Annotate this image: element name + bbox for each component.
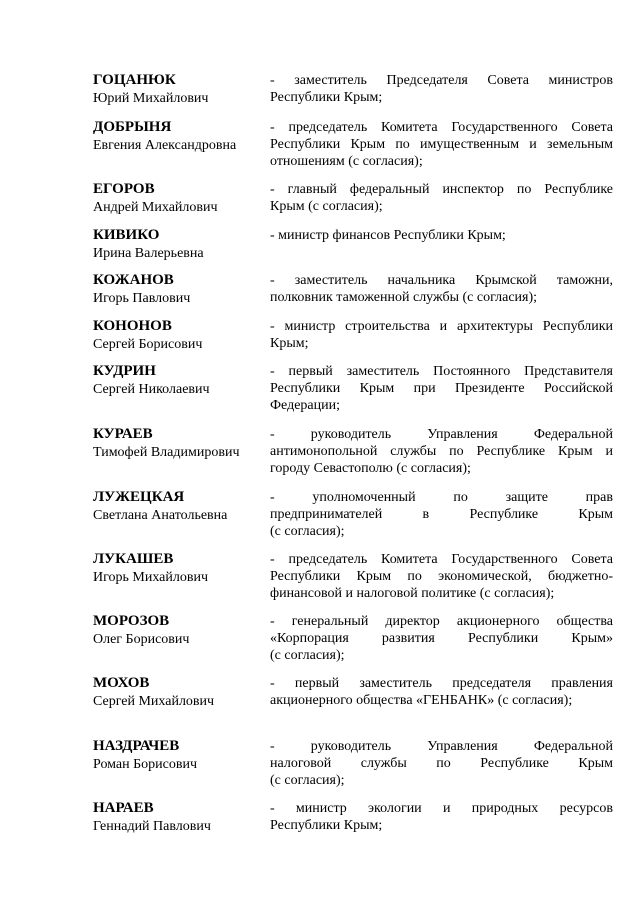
member-given-names: Светлана Анатольевна [93, 508, 228, 523]
position-line: (с согласия); [270, 524, 345, 539]
member-surname: ЛУЖЕЦКАЯ [93, 489, 185, 505]
member-surname: МОРОЗОВ [93, 613, 170, 629]
member-surname: ДОБРЫНЯ [93, 119, 172, 135]
position-line: - первый заместитель Постоянного Представителя [270, 364, 613, 379]
position-line: налоговой службы по Республике Крым [270, 756, 613, 771]
member-surname: ЛУКАШЕВ [93, 551, 174, 567]
position-line: отношениям (с согласия); [270, 154, 423, 169]
position-line: «Корпорация развития Республики Крым» [270, 631, 613, 646]
member-given-names: Олег Борисович [93, 632, 190, 647]
member-surname: НАРАЕВ [93, 800, 154, 816]
position-line: - генеральный директор акционерного общества [270, 614, 613, 629]
member-surname: КИВИКО [93, 227, 160, 243]
member-surname: КОНОНОВ [93, 318, 172, 334]
member-surname: МОХОВ [93, 675, 150, 691]
position-line: - главный федеральный инспектор по Республике [270, 182, 613, 197]
position-line: Республики Крым; [270, 818, 383, 833]
member-surname: КОЖАНОВ [93, 272, 174, 288]
position-line: предпринимателей в Республике Крым [270, 507, 613, 522]
position-line: - министр экологии и природных ресурсов [270, 801, 613, 816]
position-line: (с согласия); [270, 773, 345, 788]
member-surname: ЕГОРОВ [93, 181, 155, 197]
position-line: антимонопольной службы по Республике Крым и [270, 444, 613, 459]
position-line: - председатель Комитета Государственного Совета [270, 552, 613, 567]
position-line: Республики Крым по экономической, бюджетно- [270, 569, 613, 584]
member-given-names: Сергей Михайлович [93, 694, 215, 709]
position-line: Федерации; [270, 398, 341, 413]
position-line: - заместитель начальника Крымской таможни, [270, 273, 613, 288]
member-position [270, 738, 613, 789]
member-given-names: Роман Борисович [93, 757, 198, 772]
member-position [270, 363, 613, 414]
member-given-names: Андрей Михайлович [93, 200, 218, 215]
member-position [270, 551, 613, 602]
member-surname: НАЗДРАЧЕВ [93, 738, 180, 754]
position-line: Республики Крым; [270, 90, 383, 105]
member-given-names: Тимофей Владимирович [93, 445, 240, 460]
position-line: финансовой и налоговой политике (с согласия); [270, 586, 555, 601]
member-position [270, 800, 613, 834]
position-line: (с согласия); [270, 648, 345, 663]
position-line: - министр строительства и архитектуры Республики [270, 319, 613, 334]
position-line: - министр финансов Республики Крым; [270, 228, 506, 243]
member-given-names: Ирина Валерьевна [93, 246, 204, 261]
member-given-names: Евгения Александровна [93, 138, 237, 153]
member-position [270, 489, 613, 540]
member-position [270, 318, 613, 352]
member-position [270, 181, 613, 215]
member-position [270, 72, 613, 106]
position-line: - руководитель Управления Федеральной [270, 427, 613, 442]
position-line: - первый заместитель председателя правления [270, 676, 613, 691]
position-line: - председатель Комитета Государственного Совета [270, 120, 613, 135]
member-position [270, 119, 613, 170]
position-line: полковник таможенной службы (с согласия); [270, 290, 538, 305]
member-position [270, 227, 613, 244]
position-line: акционерного общества «ГЕНБАНК» (с согласия); [270, 693, 573, 708]
member-position [270, 272, 613, 306]
position-line: Республики Крым по имущественным и земельным [270, 137, 613, 152]
position-line: Крым; [270, 336, 309, 351]
position-line: Республики Крым при Президенте Российской [270, 381, 613, 396]
position-line: - руководитель Управления Федеральной [270, 739, 613, 754]
position-line: Крым (с согласия); [270, 199, 383, 214]
member-position [270, 613, 613, 664]
member-position [270, 675, 613, 709]
position-line: городу Севастополю (с согласия); [270, 461, 471, 476]
member-position [270, 426, 613, 477]
member-surname: КУДРИН [93, 363, 156, 379]
member-given-names: Юрий Михайлович [93, 91, 209, 106]
position-line: - уполномоченный по защите прав [270, 490, 613, 505]
member-surname: КУРАЕВ [93, 426, 153, 442]
member-given-names: Сергей Борисович [93, 337, 203, 352]
member-given-names: Игорь Михайлович [93, 570, 208, 585]
member-given-names: Игорь Павлович [93, 291, 191, 306]
member-surname: ГОЦАНЮК [93, 72, 176, 88]
position-line: - заместитель Председателя Совета министров [270, 73, 613, 88]
member-given-names: Сергей Николаевич [93, 382, 210, 397]
member-given-names: Геннадий Павлович [93, 819, 211, 834]
